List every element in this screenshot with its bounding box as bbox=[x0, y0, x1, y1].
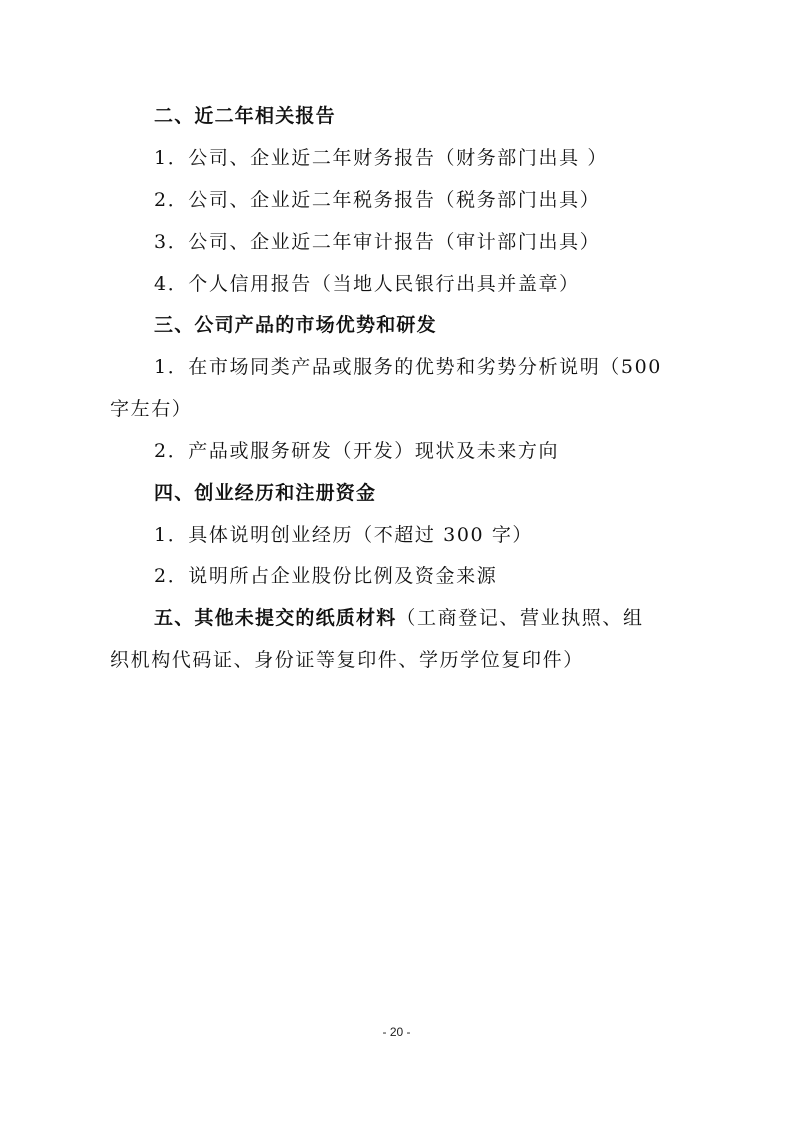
page-number: - 20 - bbox=[382, 1025, 411, 1039]
list-item: 1．公司、企业近二年财务报告（财务部门出具 ） bbox=[154, 147, 608, 169]
section-heading-note: （工商登记、营业执照、组 bbox=[396, 607, 644, 629]
section-heading: 三、公司产品的市场优势和研发 bbox=[154, 314, 437, 336]
list-item: 4．个人信用报告（当地人民银行出具并盖章） bbox=[154, 273, 580, 295]
list-item-continuation: 字左右） bbox=[110, 398, 193, 420]
section-heading: 五、其他未提交的纸质材料 bbox=[154, 607, 397, 629]
list-item: 2．公司、企业近二年税务报告（税务部门出具） bbox=[154, 189, 601, 211]
list-item: 3．公司、企业近二年审计报告（审计部门出具） bbox=[154, 231, 601, 253]
list-item: 1．具体说明创业经历（不超过 300 字） bbox=[154, 524, 534, 546]
list-item: 2．说明所占企业股份比例及资金来源 bbox=[154, 565, 498, 587]
section-heading: 四、创业经历和注册资金 bbox=[154, 482, 377, 504]
list-item: 1．在市场同类产品或服务的优势和劣势分析说明（500 bbox=[154, 356, 662, 378]
section-heading-continuation: 织机构代码证、身份证等复印件、学历学位复印件） bbox=[110, 649, 584, 671]
section-heading: 二、近二年相关报告 bbox=[154, 105, 336, 127]
section-heading-line bbox=[154, 606, 644, 630]
list-item: 2．产品或服务研发（开发）现状及未来方向 bbox=[154, 440, 560, 462]
